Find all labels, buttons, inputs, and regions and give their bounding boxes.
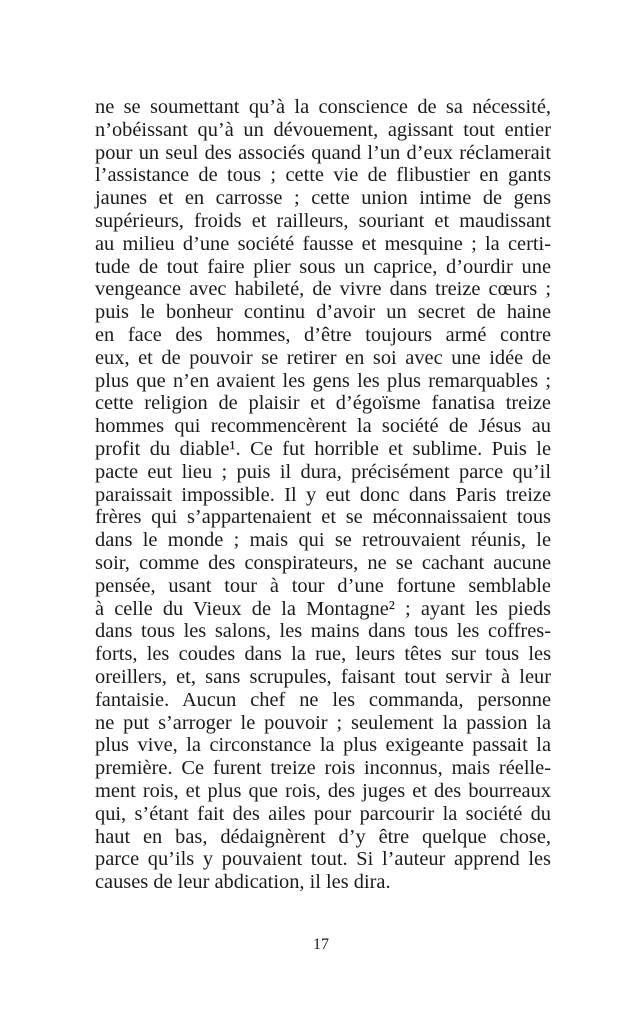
text-line: oreillers, et, sans scrupules, faisant tout servir à leur	[95, 665, 551, 688]
page-number: 17	[313, 936, 329, 953]
text-line: ment rois, et plus que rois, des juges et des bourreaux	[95, 779, 551, 802]
text-line: l’assistance de tous ; cette vie de flibustier en gants	[95, 164, 551, 187]
text-line: forts, les coudes dans la rue, leurs têtes sur tous les	[95, 643, 551, 666]
text-line: plus vive, la circonstance la plus exigeante passait la	[95, 734, 551, 757]
text-line: hommes qui recommencèrent la société de Jésus au	[95, 415, 551, 438]
text-line: dans le monde ; mais qui se retrouvaient réunis, le	[95, 529, 551, 552]
text-line: à celle du Vieux de la Montagne² ; ayant les pieds	[95, 597, 551, 620]
text-line: vengeance avec habileté, de vivre dans treize cœurs ;	[95, 278, 551, 301]
text-line: parce qu’ils y pouvaient tout. Si l’auteur apprend les	[95, 848, 551, 871]
text-line: tude de tout faire plier sous un caprice, d’ourdir une	[95, 255, 551, 278]
text-line: en face des hommes, d’être toujours armé contre	[95, 323, 551, 346]
text-line: fantaisie. Aucun chef ne les commanda, personne	[95, 688, 551, 711]
text-line: première. Ce furent treize rois inconnus, mais réelle-	[95, 757, 551, 780]
text-line: frères qui s’appartenaient et se méconnaissaient tous	[95, 506, 551, 529]
text-line: soir, comme des conspirateurs, ne se cachant aucune	[95, 551, 551, 574]
text-line: jaunes et en carrosse ; cette union intime de gens	[95, 187, 551, 210]
text-line: pour un seul des associés quand l’un d’eux réclamerait	[95, 141, 551, 164]
text-line: qui, s’étant fait des ailes pour parcourir la société du	[95, 802, 551, 825]
text-line: paraissait impossible. Il y eut donc dans Paris treize	[95, 483, 551, 506]
text-line: au milieu d’une société fausse et mesquine ; la certi-	[95, 232, 551, 255]
text-line: cette religion de plaisir et d’égoïsme fanatisa treize	[95, 392, 551, 415]
text-line: n’obéissant qu’à un dévouement, agissant tout entier	[95, 118, 551, 141]
text-block	[95, 96, 551, 894]
text-line: causes de leur abdication, il les dira.	[95, 871, 391, 894]
text-line: ne se soumettant qu’à la conscience de sa nécessité,	[95, 96, 551, 118]
text-line: dans tous les salons, les mains dans tous les coffres-	[95, 620, 551, 643]
text-line: haut en bas, dédaignèrent d’y être quelque chose,	[95, 825, 551, 848]
text-line: ne put s’arroger le pouvoir ; seulement la passion la	[95, 711, 551, 734]
text-line: plus que n’en avaient les gens les plus remarquables ;	[95, 369, 551, 392]
text-line: pacte eut lieu ; puis il dura, précisément parce qu’il	[95, 460, 551, 483]
text-line: profit du diable¹. Ce fut horrible et sublime. Puis le	[95, 437, 551, 460]
text-line: eux, et de pouvoir se retirer en soi avec une idée de	[95, 346, 551, 369]
text-line: pensée, usant tour à tour d’une fortune semblable	[95, 574, 551, 597]
text-line: puis le bonheur continu d’avoir un secret de haine	[95, 301, 551, 324]
text-line: supérieurs, froids et railleurs, souriant et maudissant	[95, 209, 551, 232]
